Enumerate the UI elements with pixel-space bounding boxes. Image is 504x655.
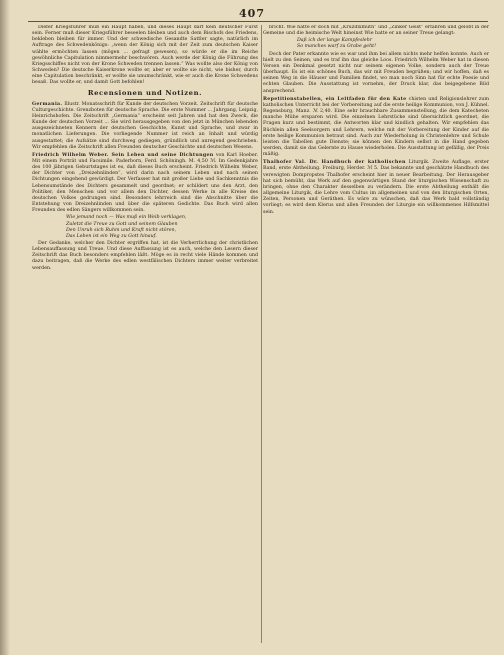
review-text: chisten und Religionslehrer zum katholischen Unterricht bei der Vorbereitung auf die erste heilige Kommunion, von J. Kühnel. Regensburg, Manz. ℳ 2,40. Eine sehr brauchbare Zusammenstellung, die dem Katecheten manche Mühe ersparen wird. Die einzelnen Lehrstücke sind übersichtlich geordnet, die Fragen kurz und bestimmt, die Antworten klar und kindlich gehalten. Wir empfehlen das Büchlein allen Seelsorgern und Lehrern, welche mit der Vorbereitung der Kinder auf die erste heilige Kommunion betraut sind. Auch zur Wiederholung in Christenlehre und Schule leisten die Tabellen gute Dienste; sie können den Kindern selbst in die Hand gegeben werden, damit sie das Gelernte zu Hause wiederholen. Die Ausstattung ist gefällig, der Preis mäßig.	[263, 96, 489, 158]
right-column	[263, 25, 489, 643]
body-paragraph: bricht. Wie hatte er doch mit „Kruzifixmuth“ und „Zinker Geist“ erfahren und gelobt in der Gemeine und die heimische Welt hineinst Wie hatte er an seiner Treue gelangt:	[263, 25, 489, 37]
verse-line: Wie jemand noch — Was muß ein Weib verklagen,	[66, 215, 187, 221]
review-text: von Karl Hoeber. Mit einem Porträt und Facsimile. Paderborn, Ferd. Schöningh. M. 4,50 ℳ. Im Gedenkjahre des 100 jährigen Geburtstages ist es, daß dieses Buch erscheint. Friedrich Wilhelm Weber, der Dichter von „Dreizehnlinden“, wird darin nach seinem Leben und nach seinen Dichtungen eingehend gewürdigt. Der Verfasser hat mit großer Liebe und Sachkenntnis die Lebensumstände des Dichters gesammelt und geordnet; er schildert uns den Arzt, den Politiker, den Menschen und vor allem den Dichter, dessen Werke in alle Kreise des deutschen Volkes gedrungen sind. Besonders lehrreich sind die Abschnitte über die Entstehung von Dreizehnlinden und über die späteren Gedichte. Das Buch wird allen Freunden des edlen Sängers willkommen sein.	[32, 152, 258, 214]
review-entry	[263, 160, 489, 215]
review-text: Liturgik. Zweite Auflage, erster Band, erste Abtheilung. Freiburg, Herder. ℳ 5. Das bekannte und geschätzte Handbuch des verewigten Dompropstes Thalhofer erscheint hier in neuer Bearbeitung. Der Herausgeber hat sich bemüht, das Werk auf den gegenwärtigen Stand der liturgischen Wissenschaft zu bringen, ohne den Charakter desselben zu verändern. Die erste Abtheilung enthält die allgemeine Liturgik, die Lehre vom Cultus im allgemeinen und von den liturgischen Orten, Zeiten, Personen und Geräthen. Es wäre zu wünschen, daß das Werk bald vollständig vorliegt; es wird dem Klerus und allen Freunden der Liturgie ein willkommenes Hilfsmittel sein.	[263, 160, 489, 215]
verse-line: Zuletzt die Treue zu Gott und seinem Glauben	[66, 221, 178, 227]
verse-line: So manches warf zu Grabe geht!	[297, 44, 376, 50]
verse-line: Daß ich der lange Kampfeslehr	[297, 38, 373, 44]
header-rule	[28, 21, 488, 22]
review-entry	[32, 102, 258, 151]
body-paragraph: Diefer Kriegsführer muß ein Haupt haben, und dieses Haupt darf kein deutscher Fürst sein. Ferner muß dieser Kriegsführer beseelen bleiben und auch dem Bischofs des Friedens, bekleben bleiben für immer. Und der schwedische Gesandte Sattler sagte, natürlich im Auftrage des Schwedenkönigs: „wenn der König sich mit der Zeit zum deutschen Kaiser wählte ermöchten lassen (mögen ... gefragt gewesen), so würde er die im Reiche gewöhnliche Capitulation nimmermehr beschwören. Auch werde der König die Führung des Kriegsschiffes nicht von der Krone Schweden trennen lassen.“ Was wollte also der König von Schweden? Die deutsche Kaiserkrone wollte er, aber er wollte sie nicht, wie bisher, durch eine Capitulation beschränkt, er wollte sie unumschränkt, wie er auch die Krone Schwedens besaß. Das wollte er, und damit Gott befohlen!	[32, 25, 258, 86]
quoted-verse	[66, 215, 258, 240]
quoted-verse	[297, 38, 489, 50]
review-entry	[32, 153, 258, 215]
review-title: Repetitionstabellen, ein Leitfaden für den Kate	[263, 96, 407, 102]
body-paragraph: Doch der Pater erkannte wie es war und ihm bei allem nichts mehr helfen konnte. Auch er hielt zu den Seinen, und es traf ihn das gleiche Loos. Friedrich Wilhelm Weber hat in diesen Versen ein Denkmal gesetzt nicht nur seinem eigenen Volke, sondern auch der Treue überhaupt. Es ist ein schönes Buch, das wir mit Freuden begrüßen; und wir hoffen, daß es seinen Weg in die Häuser und Familien findet, wo man noch Sinn hat für echte Poesie und echten Glauben. Die Ausstattung ist vornehm, der Druck klar, das beigegebene Bild ansprechend.	[263, 51, 489, 94]
page-number: 407	[239, 7, 265, 20]
verse-line: Das Leben ist ein Weg zu Gott hinauf.	[66, 233, 157, 239]
review-title: Friedrich Wilhelm Weber. Sein Leben und seine Dichtungen	[32, 152, 214, 158]
review-entry	[263, 97, 489, 159]
left-column	[32, 25, 258, 643]
section-heading: Recensionen und Notizen.	[87, 88, 203, 97]
section-divider	[125, 99, 165, 100]
column-divider	[261, 25, 262, 643]
verse-line: Den Unruh sich Ruhm und Kraft nicht stören,	[66, 227, 177, 233]
review-text: Illustr. Monatsschrift für Kunde der deutschen Vorzeit. Zeitschrift für deutsche Culturgeschichte. Grenzboten für deutsche Sprache. Die erste Nummer ... Jahrgang, Leipzig, Heinrichshofen. Die Zeitschrift „Germania“ erscheint seit Jahren und hat den Zweck, die Kunde der deutschen Vorzeit ... Sie wird herausgegeben von den jetzt in München lebenden ausgezeichneten Kennern der deutschen Geschichte, Kunst und Sprache, und zwar in monatlichen Lieferungen. Die vorliegende Nummer ist reich an Inhalt und würdig ausgestattet; die Aufsätze sind durchweg gediegen, gründlich und anregend geschrieben. Wir empfehlen die Zeitschrift allen Freunden deutscher Geschichte und deutschen Wesens.	[32, 101, 258, 150]
review-title: Thalhofer Val. Dr. Handbuch der katholischen	[263, 160, 406, 166]
body-paragraph: Der Gedanke, welcher den Dichter ergriffen hat, ist die Verherrlichung der christlichen Lebensauffassung und Treue. Und diese Auffassung ist es auch, welche den Lesern dieser Zeitschrift das Buch besonders empfehlen läßt. Möge es in recht viele Hände kommen und dazu beitragen, daß die Werke des edlen westfälischen Dichters immer weiter verbreitet werden.	[32, 241, 258, 271]
review-title: Germania.	[32, 101, 63, 107]
page-gutter-shadow	[0, 0, 10, 655]
